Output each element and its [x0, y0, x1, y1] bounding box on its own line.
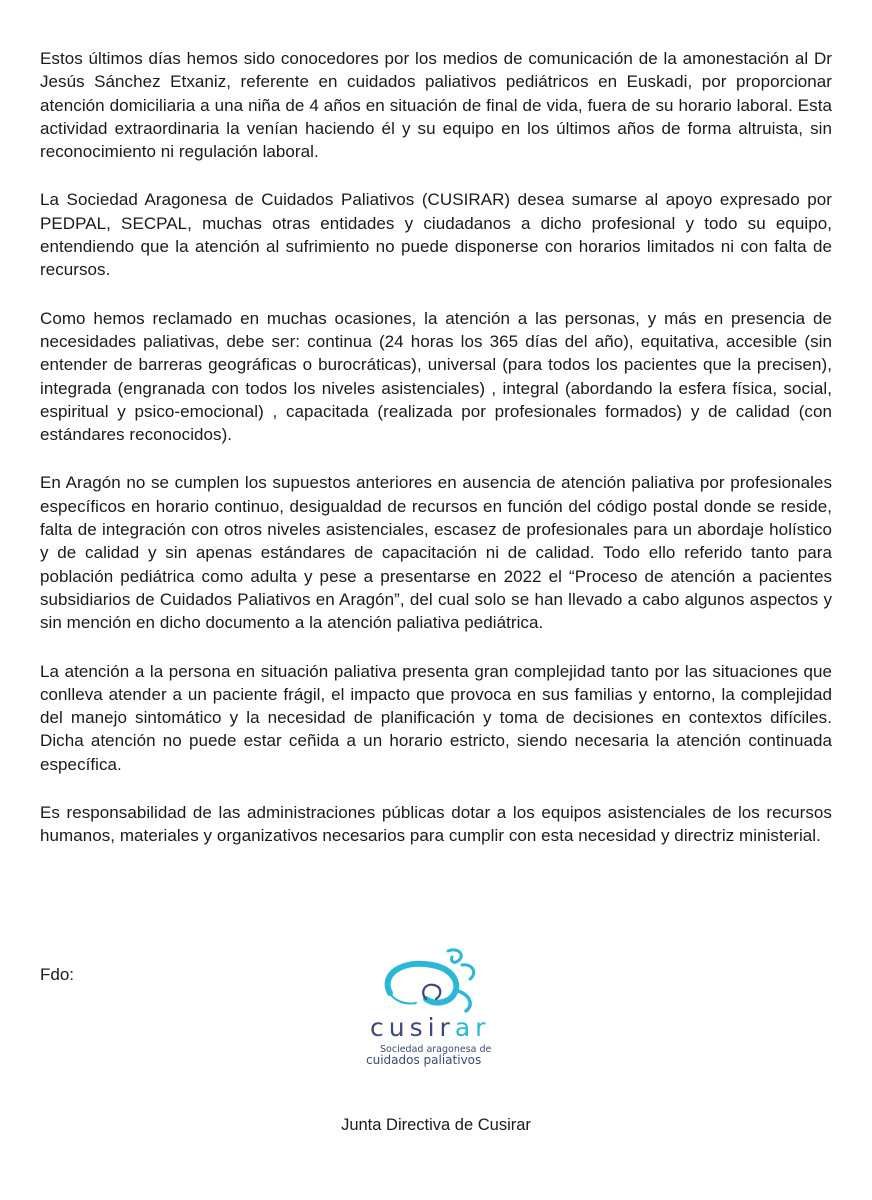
paragraph-4: En Aragón no se cumplen los supuestos anteriores en ausencia de atención paliativa por profesionales específicos en horario continuo, desigualdad de recursos en función del código postal donde se reside, falta de integración con otros niveles asistenciales, escasez de profesionales para un abordaje holístico y de calidad y sin apenas estándares de capacitación ni de calidad. Todo ello referido tanto para población pediátrica como adulta y pese a presentarse en 2022 el “Proceso de atención a pacientes subsidiarios de Cuidados Paliativos en Aragón”, del cual solo se han llevado a cabo algunos aspectos y sin mención en dicho documento a la atención paliativa pediátrica. [40, 473, 832, 633]
signature-label: Fdo: [40, 965, 75, 984]
paragraph-6: Es responsabilidad de las administraciones públicas dotar a los equipos asistenciales de los recursos humanos, materiales y organizativos necesarios para cumplir con esta necesidad y directriz ministerial. [40, 803, 832, 846]
paragraph-1: Estos últimos días hemos sido conocedores por los medios de comunicación de la amonestación al Dr Jesús Sánchez Etxaniz, referente en cuidados paliativos pediátricos en Euskadi, por proporcionar atención domiciliaria a una niña de 4 años en situación de final de vida, fuera de su horario laboral. Esta actividad extraordinaria la venían haciendo él y su equipo en los últimos años de forma altruista, sin reconocimiento ni regulación laboral. [40, 49, 832, 162]
signatory: Junta Directiva de Cusirar [341, 1116, 531, 1134]
logo-wordmark [370, 1013, 490, 1042]
paragraph-2: La Sociedad Aragonesa de Cuidados Paliativos (CUSIRAR) desea sumarse al apoyo expresado por PEDPAL, SECPAL, muchas otras entidades y ciudadanos a dicho profesional y todo su equipo, entendiendo que la atención al sufrimiento no puede disponerse con horarios limitados ni con falta de recursos. [40, 190, 832, 280]
cusirar-logo [362, 945, 522, 1070]
letter-body [40, 47, 832, 873]
paragraph-5: La atención a la persona en situación paliativa presenta gran complejidad tanto por las situaciones que conlleva atender a un paciente frágil, el impacto que provoca en sus familias y entorno, la complejidad del manejo sintomático y la necesidad de planificación y toma de decisiones en contextos difíciles. Dicha atención no puede estar ceñida a un horario estricto, siendo necesaria la atención continuada específica. [40, 661, 832, 774]
paragraph-3: Como hemos reclamado en muchas ocasiones, la atención a las personas, y más en presencia de necesidades paliativas, debe ser: continua (24 horas los 365 días del año), equitativa, accesible (sin entender de barreras geográficas o burocráticas), universal (para todos los pacientes que la precisen), integrada (engranada con todos los niveles asistenciales) , integral (abordando la esfera física, social, espiritual y psico-emocional) , capacitada (realizada por profesionales formados) y de calidad (con estándares reconocidos). [40, 308, 832, 445]
logo-wordmark-main: cusir [370, 1013, 455, 1042]
logo-tagline-line2: cuidados paliativos [366, 1053, 482, 1067]
cusirar-logo-swirl-icon [362, 945, 522, 1013]
logo-tagline-line1: Sociedad aragonesa de [380, 1044, 492, 1055]
logo-wordmark-accent: ar [454, 1013, 491, 1042]
